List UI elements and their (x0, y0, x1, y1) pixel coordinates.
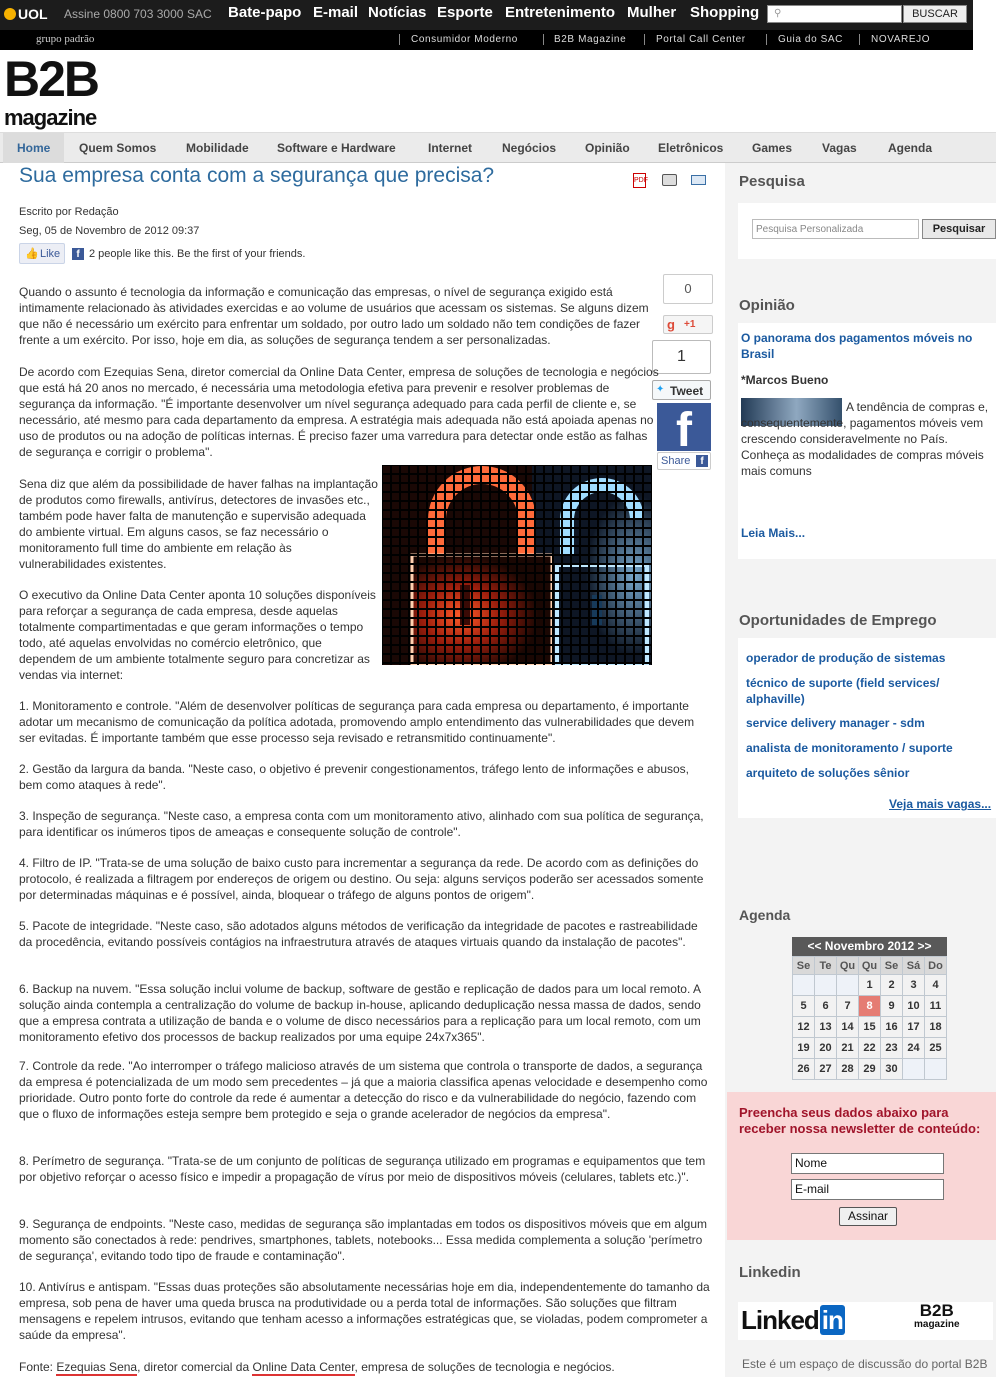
job-link[interactable]: operador de produção de sistemas (746, 651, 946, 665)
paragraph: 7. Controle da rede. "Ao interromper o tráfego malicioso através de um sistema que controla o transporte de dados, a segurança da empresa é potencializada de um modo sem precedentes – já que a maioria classifica apenas velocidade e desempenho como prioridade. Outro ponto forte do controle da rede é aumentar a detecção do risco e da vulnerabilidade do negócio, fazendo com que o fluxo de informações esteja sempre bem protegido e seja o grande acelerador de negócios da empresa". (19, 1059, 708, 1121)
calendar-day[interactable]: 27 (815, 1059, 837, 1080)
calendar-week (793, 1017, 947, 1038)
nav-software-hardware[interactable]: Software e Hardware (277, 141, 396, 155)
calendar-day[interactable]: 6 (815, 996, 837, 1017)
sublink-consumidor-moderno[interactable]: Consumidor Moderno (411, 34, 518, 45)
jobs-heading: Oportunidades de Emprego (739, 612, 937, 629)
divider (644, 34, 645, 45)
calendar-day[interactable]: 5 (793, 996, 815, 1017)
nav-eletronicos[interactable]: Eletrônicos (658, 141, 724, 155)
email-icon[interactable] (691, 175, 706, 185)
nav-quem-somos[interactable]: Quem Somos (79, 141, 157, 155)
nav-bate-papo[interactable]: Bate-papo (228, 4, 302, 21)
facebook-icon: f (72, 248, 84, 260)
linkedin-logo (741, 1305, 845, 1336)
newsletter-email-input[interactable]: E-mail (791, 1179, 944, 1200)
more-jobs-link[interactable]: Veja mais vagas... (889, 797, 992, 811)
gplus-button[interactable] (663, 315, 713, 334)
paragraph: 8. Perímetro de segurança. "Trata-se de um conjunto de políticas de segurança utilizado em programas e equipamentos que tem por objetivo reforçar o acesso físico e impedir a propagação de vírus por meio de dispositivos móveis (celulares, tablets etc.)". (19, 1154, 706, 1184)
agenda-heading: Agenda (739, 907, 791, 923)
paragraph: Sena diz que além da possibilidade de haver falhas na implantação de produtos como firewalls, antivírus, detectores de invasões etc., também pode haver falta de manutenção e supervisão adequada do ambiente virtual. Em alguns casos, se faz necessário o monitoramento full time do ambiente em relação às vulnerabilidades existentes. (19, 477, 378, 571)
sac-link[interactable]: SAC (187, 7, 212, 21)
paragraph: De acordo com Ezequias Sena, diretor comercial da Online Data Center, empresa de soluções de tecnologia e negócios que está há 20 anos no mercado, é necessária uma metodologia efetiva para prevenir e resolver problemas de segurança da informação. "É importante desenvolver um nível segurança adequado para cada perfil de cliente e, se necessário, até mesmo para cada departamento da empresa. A estratégia mais adequada não está apoiada apenas no uso de produtos ou na adoção de políticas internas. É preciso fazer uma varredura para detectar onde estão as falhas de segurança e corrigir o problema". (19, 365, 659, 459)
facebook-share-big-icon[interactable]: f (657, 403, 711, 451)
pdf-icon[interactable]: PDF (633, 173, 646, 188)
calendar-day[interactable]: 12 (793, 1017, 815, 1038)
calendar-table (792, 956, 947, 1080)
calendar-day[interactable]: 16 (881, 1017, 903, 1038)
divider (399, 34, 400, 45)
calendar-day[interactable]: 13 (815, 1017, 837, 1038)
job-link[interactable]: analista de monitoramento / suporte (746, 741, 953, 755)
search-placeholder: Pesquisa Personalizada (756, 224, 864, 235)
magnifier-icon: ⚲ (774, 8, 782, 19)
paragraph: 5. Pacote de integridade. "Neste caso, são adotados alguns métodos de verificação da integridade de pacotes e rastreabilidade da procedência, evitando possíveis contágios na infraestrutura através de ataques virtuais quando da instalação de pacotes". (19, 919, 698, 949)
nav-mobilidade[interactable]: Mobilidade (186, 141, 249, 155)
calendar-day[interactable]: 8 (859, 996, 881, 1017)
source-prefix: Fonte: (19, 1360, 57, 1374)
newsletter-name-input[interactable]: Nome (791, 1153, 944, 1174)
calendar-days (793, 975, 947, 1080)
tweet-button[interactable] (652, 380, 711, 400)
b2b-small-bottom: magazine (914, 1319, 960, 1330)
b2b-logo[interactable] (4, 50, 120, 132)
calendar-day[interactable]: 23 (881, 1038, 903, 1059)
uol-sub-bar (0, 30, 973, 50)
calendar-day[interactable]: 15 (859, 1017, 881, 1038)
search-heading: Pesquisa (739, 173, 805, 190)
calendar-week (793, 1038, 947, 1059)
calendar-day[interactable]: 14 (837, 1017, 859, 1038)
nav-home[interactable]: Home (3, 133, 64, 163)
calendar-month-nav[interactable]: << Novembro 2012 >> (792, 937, 947, 956)
calendar-day[interactable]: 1 (859, 975, 881, 996)
divider (859, 34, 860, 45)
paragraph: 4. Filtro de IP. "Trata-se de uma solução de baixo custo para incrementar a segurança da rede. De acordo com as definições do protocolo, é realizada a filtragem por endereços de origem ou destino. Ou seja: alguns serviços poderão ser acessados somente por determinadas máquinas e é possível, ainda, bloquear o tráfego de alguns pontos de origem". (19, 856, 704, 902)
job-link[interactable]: arquiteto de soluções sênior (746, 766, 910, 780)
uol-logo[interactable]: UOL (4, 6, 48, 22)
weekday: Qu (859, 957, 881, 975)
main-nav (0, 132, 996, 163)
paragraph: 3. Inspeção de segurança. "Neste caso, a empresa conta com um monitoramento ativo, alinhado com sua política de segurança, para identificar os inúmeros tipos de ameaças e consequente solução de controle". (19, 809, 704, 839)
calendar-week (793, 975, 947, 996)
calendar-day[interactable]: 24 (903, 1038, 925, 1059)
nav-esporte[interactable]: Esporte (437, 4, 493, 21)
weekday: Do (925, 957, 947, 975)
newsletter-box (727, 1092, 996, 1240)
calendar-day[interactable]: 30 (881, 1059, 903, 1080)
opinion-summary: A tendência de compras e, consequentemente, pagamentos móveis vem crescendo consideravelmente no País. Conheça as modalidades de compras móveis mais comuns (741, 400, 989, 478)
linkedin-footer-text: Este é um espaço de discussão do portal B2B (742, 1357, 988, 1371)
sidebar-search-button[interactable]: Pesquisar (922, 219, 996, 239)
b2b-logo-bottom: magazine (4, 105, 97, 130)
calendar-day[interactable]: 11 (925, 996, 947, 1017)
assine-link[interactable]: Assine 0800 703 3000 (64, 7, 184, 21)
calendar-empty-cell (837, 975, 859, 996)
calendar-day[interactable]: 4 (925, 975, 947, 996)
calendar-week (793, 1059, 947, 1080)
source-name-link[interactable]: Ezequias Sena (56, 1360, 138, 1374)
like-count-text: 2 people like this. Be the first of your friends. (89, 248, 306, 260)
calendar-day[interactable]: 9 (881, 996, 903, 1017)
calendar-day[interactable]: 19 (793, 1038, 815, 1059)
calendar-day[interactable]: 29 (859, 1059, 881, 1080)
grupo-padrao-logo[interactable]: grupo padrão (36, 33, 95, 45)
opinion-headline-link[interactable]: O panorama dos pagamentos móveis no Brasil (741, 331, 973, 361)
facebook-small-icon: f (696, 455, 708, 467)
tweet-count: 1 (652, 340, 711, 374)
security-lock-image (382, 465, 652, 665)
nav-negocios[interactable]: Negócios (502, 141, 557, 155)
article-date: Seg, 05 de Novembro de 2012 09:37 (19, 225, 200, 237)
source-company-link[interactable]: Online Data Center (252, 1360, 355, 1374)
weekday: Se (881, 957, 903, 975)
twitter-icon: ✦ (656, 384, 665, 395)
linkedin-in-badge: in (821, 1305, 843, 1335)
newsletter-title: Preencha seus dados abaixo para receber nossa newsletter de conteúdo: (739, 1105, 981, 1136)
weekday: Te (815, 957, 837, 975)
sublink-novarejo[interactable]: NOVAREJO (871, 34, 931, 45)
b2b-small-logo (914, 1301, 960, 1332)
article-source (19, 1359, 713, 1375)
b2b-logo-top: B2B (4, 51, 99, 107)
facebook-like-button[interactable] (19, 243, 65, 264)
calendar-day[interactable]: 21 (837, 1038, 859, 1059)
calendar-day[interactable]: 10 (903, 996, 925, 1017)
opinion-read-more-link[interactable]: Leia Mais... (741, 526, 806, 540)
paragraph: O executivo da Online Data Center aponta 10 soluções disponíveis para reforçar a segurança de cada empresa, desde aquelas totalmente compartimentadas e que geram informações o tempo todo, até aquelas envolvidas no comércio eletrônico, que dependem de um ambiente totalmente seguro para concretizar as vendas via internet: (19, 588, 376, 682)
divider (766, 34, 767, 45)
divider (543, 34, 544, 45)
nav-mulher[interactable]: Mulher (627, 4, 677, 21)
source-mid: , diretor comercial da (137, 1360, 253, 1374)
thumbs-up-icon: 👍 (25, 248, 39, 260)
gplus-label: +1 (684, 319, 696, 330)
nav-entretenimento[interactable]: Entretenimento (505, 4, 616, 21)
calendar-empty-cell (793, 975, 815, 996)
tweet-label: Tweet (670, 384, 704, 398)
calendar-day[interactable]: 18 (925, 1017, 947, 1038)
nav-internet[interactable]: Internet (428, 141, 473, 155)
b2b-small-top: B2B (919, 1301, 954, 1320)
sublink-portal-call-center[interactable]: Portal Call Center (656, 34, 746, 45)
article-author: Escrito por Redação (19, 206, 119, 218)
calendar-week (793, 996, 947, 1017)
calendar-empty-cell (925, 1059, 947, 1080)
nav-games[interactable]: Games (752, 141, 793, 155)
nav-noticias[interactable]: Notícias (368, 4, 427, 21)
newsletter-submit-button[interactable]: Assinar (839, 1207, 897, 1226)
calendar-day[interactable]: 26 (793, 1059, 815, 1080)
opinion-heading: Opinião (739, 297, 795, 314)
calendar-day[interactable]: 7 (837, 996, 859, 1017)
calendar-day[interactable]: 17 (903, 1017, 925, 1038)
uol-top-bar (0, 0, 973, 30)
paragraph: Quando o assunto é tecnologia da informação e comunicação das empresas, o nível de segurança exigido está intimamente relacionado às atividades exercidas e ao volume de usuários que acessam os sistemas. Se alguns dizem que não é necessário um exército para enfrentar um soldado, por outro lado um soldado não tem condições de fazer frente a um exército. Por isso, hoje em dia, as soluções de segurança tendem a ser personalizadas. (19, 285, 649, 347)
source-suffix: , empresa de soluções de tecnologia e negócios. (354, 1360, 615, 1374)
like-label: Like (40, 248, 61, 260)
calendar-empty-cell (903, 1059, 925, 1080)
facebook-share-button[interactable] (657, 452, 711, 470)
nav-opiniao[interactable]: Opinião (585, 141, 630, 155)
sidebar-search-input[interactable] (752, 219, 919, 239)
nav-shopping[interactable]: Shopping (690, 4, 760, 21)
paragraph: 2. Gestão da largura da banda. "Neste caso, o objetivo é prevenir congestionamentos, tráfego lento de informações e abusos, bem como ataques à rede". (19, 762, 690, 792)
calendar-empty-cell (815, 975, 837, 996)
uol-search-button[interactable]: BUSCAR (903, 5, 967, 23)
calendar-day[interactable]: 25 (925, 1038, 947, 1059)
article-title: Sua empresa conta com a segurança que precisa? (19, 164, 495, 187)
calendar-day[interactable]: 22 (859, 1038, 881, 1059)
google-plus-icon: g (667, 317, 675, 332)
paragraph: 6. Backup na nuvem. "Essa solução inclui volume de backup, software de gestão e replicação de dados para um local remoto. A solução ainda contempla a centralização do volume de backup in-house, aplicando deduplicação nessa massa de dados, sendo que a empresa contrata a utilização de banda e o volume de disco necessários para a replicação para um local remoto, com um monitoramento efetivo dos processos de backup realizados por uma equipe 24x7x365". (19, 982, 701, 1044)
job-link[interactable]: service delivery manager - sdm (746, 716, 925, 730)
job-link[interactable]: técnico de suporte (field services/ alphaville) (746, 676, 940, 706)
calendar-day[interactable]: 20 (815, 1038, 837, 1059)
weekday: Se (793, 957, 815, 975)
gplus-count: 0 (663, 274, 713, 304)
uol-search-input[interactable] (767, 5, 902, 23)
linkedin-banner[interactable] (738, 1302, 993, 1340)
print-icon[interactable] (662, 174, 677, 186)
paragraph: 9. Segurança de endpoints. "Neste caso, medidas de segurança são implantadas em todos os dispositivos móveis que em algum momento são conectados à rede: pendrives, smartphones, tablets, notebooks... Essa medida complementa a solução 'perímetro de segurança', evitando todo tipo de fraude e contaminação". (19, 1217, 707, 1263)
weekday: Qu (837, 957, 859, 975)
opinion-author: *Marcos Bueno (741, 373, 829, 387)
fb-share-label: Share (661, 455, 691, 467)
linkedin-logo-text: Linked (741, 1305, 819, 1335)
nav-vagas[interactable]: Vagas (822, 141, 857, 155)
uol-logo-icon (4, 8, 16, 20)
nav-email[interactable]: E-mail (313, 4, 359, 21)
nav-agenda[interactable]: Agenda (888, 141, 933, 155)
linkedin-section (725, 1240, 996, 1377)
sublink-b2b-magazine[interactable]: B2B Magazine (554, 34, 627, 45)
lock-icon (382, 465, 652, 665)
linkedin-heading: Linkedin (739, 1264, 801, 1281)
weekday: Sá (903, 957, 925, 975)
paragraph: 10. Antivírus e antispam. "Essas duas proteções são absolutamente necessárias hoje em dia, independentemente do tamanho da empresa, sob pena de haver uma queda brusca na produtividade ou a perda total de informações. São soluções que filtram mensagens e repelem intrusos, evitando que tenham acesso a informações estratégicas que, se violadas, podem comprometer a saúde da empresa". (19, 1280, 710, 1342)
calendar-day[interactable]: 3 (903, 975, 925, 996)
calendar-day[interactable]: 28 (837, 1059, 859, 1080)
paragraph: 1. Monitoramento e controle. "Além de desenvolver políticas de segurança para cada empresa ou departamento, é importante adotar um mecanismo de comunicação da política adotada, promovendo amplo entendimento das vulnerabilidades que devem ser evitadas. É importante também que esse processo seja revisado e retransmitido continuamente". (19, 699, 695, 745)
sublink-guia-sac[interactable]: Guia do SAC (778, 34, 843, 45)
calendar-day[interactable]: 2 (881, 975, 903, 996)
